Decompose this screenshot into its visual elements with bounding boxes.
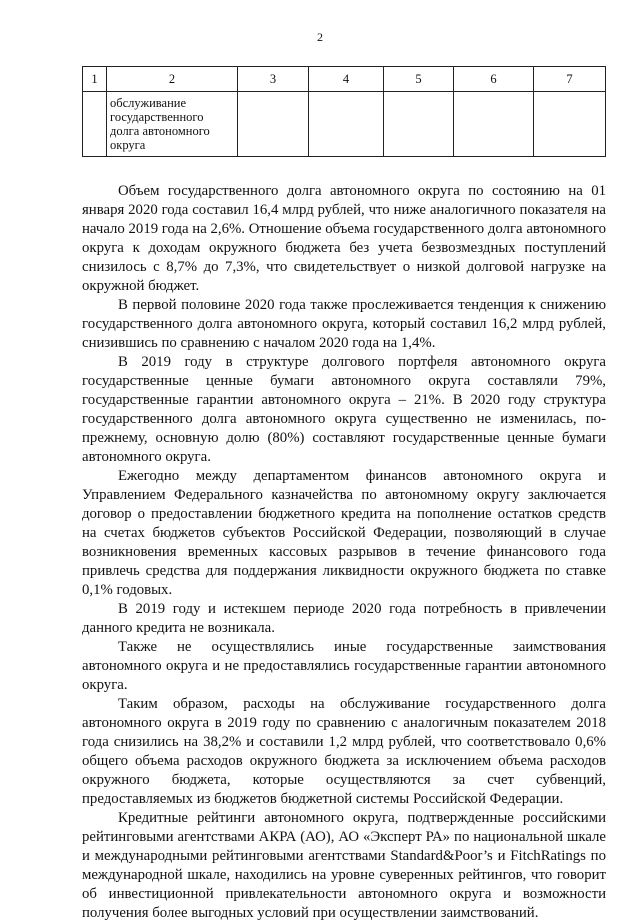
table-row	[83, 92, 606, 157]
paragraph: В первой половине 2020 года также прослеживается тенденция к снижению государственного долга автономного округа, который составил 16,2 млрд рублей, снизившись по сравнению с началом 2020 года на 1,4%.	[82, 297, 606, 351]
table-cell	[384, 92, 454, 157]
paragraph: В 2019 году и истекшем периоде 2020 года потребность в привлечении данного кредита не возникала.	[82, 601, 606, 636]
table-cell	[238, 92, 309, 157]
table-cell	[83, 92, 107, 157]
column-header: 1	[83, 67, 107, 92]
paragraph: В 2019 году в структуре долгового портфеля автономного округа государственные ценные бумаги автономного округа составляли 79%, государственные гарантии автономного округа – 21%. В 2020 году структура государственного долга автономного округа существенно не изменилась, по-прежнему, основную долю (80%) составляют государственные ценные бумаги автономного округа.	[82, 354, 606, 465]
column-header: 2	[107, 67, 238, 92]
paragraph: Таким образом, расходы на обслуживание государственного долга автономного округа в 2019 году по сравнению с аналогичным показателем 2018 года снизились на 38,2% и составили 1,2 млрд рублей, что соответствовало 0,6% общего объема расходов окружного бюджета за исключением объема расходов окружного бюджета, которые осуществляются за счет субвенций, предоставляемых из бюджетов бюджетной системы Российской Федерации.	[82, 696, 606, 807]
table-cell	[107, 92, 238, 157]
page-number: 2	[317, 30, 323, 44]
table-cell	[309, 92, 384, 157]
paragraph: Ежегодно между департаментом финансов автономного округа и Управлением Федерального казначейства по автономному округу заключается договор о предоставлении бюджетного кредита на пополнение остатков средств на счетах бюджетов субъектов Российской Федерации, позволяющий в случае возникновения временных кассовых разрывов в течение финансового года привлечь средства для поддержания ликвидности окружного бюджета по ставке 0,1% годовых.	[82, 468, 606, 598]
paragraph: Объем государственного долга автономного округа по состоянию на 01 января 2020 года составил 16,4 млрд рублей, что ниже аналогичного показателя на начало 2019 года на 2,6%. Отношение объема государственного долга автономного округа к доходам окружного бюджета без учета безвозмездных поступлений снизилось с 8,7% до 7,3%, что свидетельствует о низкой долговой нагрузке на окружной бюджет.	[82, 183, 606, 294]
table-cell-text: обслуживание государственного долга автономного округа	[110, 96, 210, 152]
paragraph: Кредитные рейтинги автономного округа, подтвержденные российскими рейтинговыми агентствами АКРА (АО), АО «Эксперт РА» по национальной шкале и международными рейтинговыми агентствами Standard&Poor’s и FitchRatings по международной шкале, находились на уровне суверенных рейтингов, что говорит об инвестиционной привлекательности автономного округа и возможности получения более выгодных условий при осуществлении заимствований.	[82, 810, 606, 921]
document-body	[82, 182, 606, 923]
column-header: 5	[384, 67, 454, 92]
table-header-row	[83, 67, 606, 92]
column-header: 7	[534, 67, 606, 92]
column-header: 3	[238, 67, 309, 92]
column-header: 6	[454, 67, 534, 92]
column-header: 4	[309, 67, 384, 92]
paragraph: Также не осуществлялись иные государственные заимствования автономного округа и не предоставлялись государственные гарантии автономного округа.	[82, 639, 606, 693]
table-cell	[454, 92, 534, 157]
table-cell	[534, 92, 606, 157]
budget-table	[82, 66, 606, 157]
